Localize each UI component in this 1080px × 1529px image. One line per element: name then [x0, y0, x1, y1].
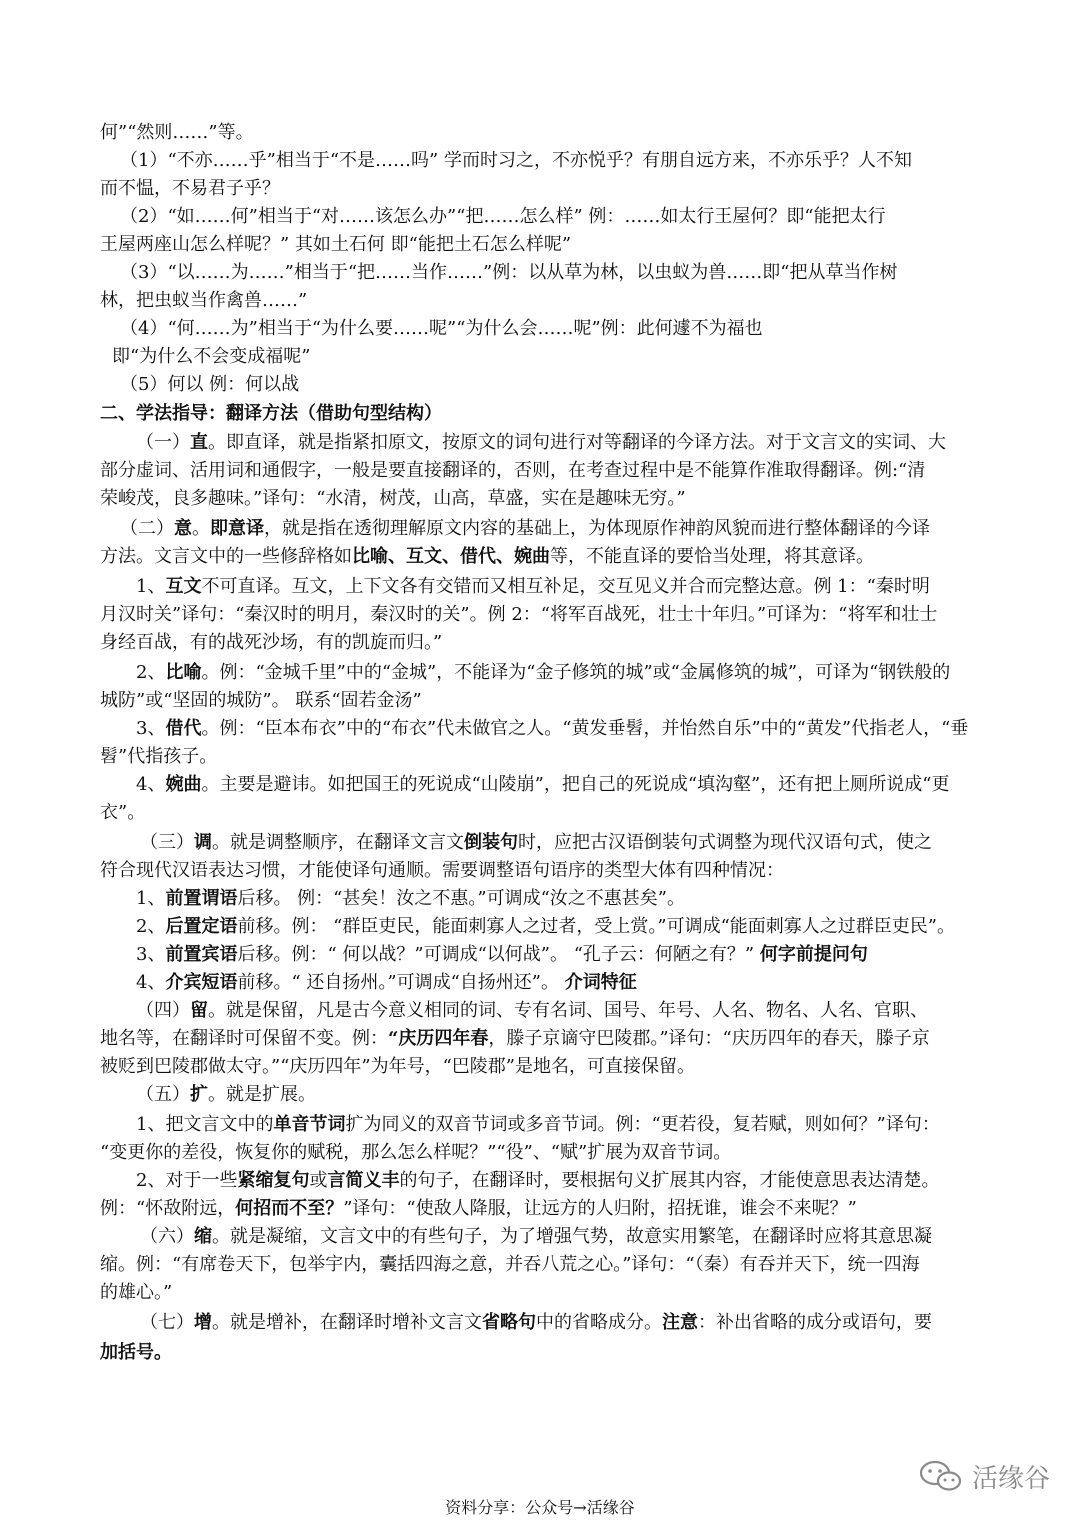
bold-text: 扩: [190, 1084, 208, 1105]
text-segment: （七）: [140, 1312, 194, 1333]
text-segment: 4、: [136, 972, 166, 993]
text-segment: ，就是指在透彻理解原文内容的基础上，为体现原作神韵风貌而进行整体翻译的今译: [264, 518, 930, 539]
text-segment: 。就是保留，凡是古今意义相同的词、专有名词、国号、年号、人名、物名、人名、官职、: [208, 1000, 928, 1021]
text-line: [100, 1278, 1000, 1308]
text-segment: ：补出省略的成分或语句，要: [698, 1312, 932, 1333]
text-line: [100, 1308, 1040, 1338]
text-line: [100, 514, 1020, 544]
text-segment: （4）“何……为”相当于“为什么要……呢”“为什么会……呢”例：此何遽不为福也: [120, 318, 763, 339]
text-segment: 荣峻茂，良多趣味。”译句：“水清，树茂，山高，草盛，实在是趣味无穷。”: [100, 488, 686, 509]
text-segment: 的句子，在翻译时，要根据句义扩展其内容，才能使意思表达清楚。: [399, 1170, 940, 1191]
text-segment: ，滕子京谪守巴陵郡。”译句：“庆历四年的春天，滕子京: [488, 1028, 930, 1049]
text-segment: 1、: [136, 576, 166, 597]
text-segment: 例：“怀敌附远，: [100, 1198, 236, 1219]
text-segment: 3、: [136, 718, 166, 739]
text-line: [100, 1250, 1000, 1280]
text-segment: （二）: [120, 518, 174, 539]
text-line: [100, 258, 1020, 288]
bold-text: 何招而不至？: [235, 1198, 344, 1219]
text-segment: 。就是调整顺序，在翻译文言文: [212, 832, 464, 853]
text-segment: 。例：“金城千里”中的“金城”，不能译为“金子修筑的城”或“金属修筑的城”，可译为“钢铁般的: [201, 662, 951, 683]
text-segment: 中的省略成分。: [536, 1312, 662, 1333]
text-segment: （一）: [136, 432, 190, 453]
bold-text: 二、学法指导：翻译方法（借助句型结构）: [100, 403, 442, 424]
watermark: [918, 1456, 1050, 1496]
text-line: [100, 428, 1036, 458]
text-segment: 后移。例：“ 何以战？”可调成“以何战”。 “孔子云：何陋之有？”: [237, 944, 760, 965]
text-segment: 王屋两座山怎么样呢？” 其如土石何 即“能把土石怎么样呢”: [100, 234, 572, 255]
text-line: [100, 484, 1000, 514]
text-line: [100, 996, 1036, 1026]
text-segment: 前移。例： “群臣吏民，能面刺寡人之过者，受上赏。”可调成“能面刺寡人之过群臣吏民”。: [237, 916, 955, 937]
bold-text: 前置宾语: [165, 944, 238, 965]
text-segment: 身经百战，有的战死沙场，有的凯旋而归。”: [100, 632, 443, 653]
bold-text: 即意译: [210, 518, 264, 539]
text-segment: 何”“然则……”等。: [100, 122, 254, 143]
text-line: [100, 1222, 1040, 1252]
bold-text: 前置谓语: [165, 888, 238, 909]
text-line: [100, 1138, 1000, 1168]
text-segment: （5）何以 例：何以战: [120, 374, 300, 395]
bold-text: 单音节词: [273, 1114, 346, 1135]
text-line: [100, 1052, 1000, 1082]
text-segment: 。主要是避讳。如把国王的死说成“山陵崩”，把自己的死说成“填沟壑”，还有把上厕所说成“更: [201, 774, 950, 795]
bold-text: 借代: [165, 718, 202, 739]
text-line: [100, 370, 1020, 400]
text-segment: （1）“不亦……乎”相当于“不是……吗” 学而时习之，不亦悦乎？有朋自远方来，不亦乐乎？人不知: [120, 150, 912, 171]
bold-text: 比喻: [165, 662, 202, 683]
bold-text: 意: [174, 518, 192, 539]
text-segment: 。就是扩展。: [208, 1084, 316, 1105]
text-segment: 即“为什么不会变成福呢”: [112, 346, 311, 367]
text-line: [100, 912, 1036, 942]
text-segment: 时，应把古汉语倒装句式调整为现代汉语句式，使之: [518, 832, 932, 853]
text-segment: 或: [309, 1170, 328, 1191]
text-segment: 被贬到巴陵郡做太守。”“庆历四年”为年号，“巴陵郡”是地名，可直接保留。: [100, 1056, 696, 1077]
text-line: [100, 798, 1000, 828]
text-segment: 。就是凝缩，文言文中的有些句子，为了增强气势，故意实用繁笔，在翻译时应将其意思凝: [212, 1226, 932, 1247]
text-segment: 林，把虫蚁当作禽兽……”: [100, 290, 308, 311]
text-line: [100, 1166, 1036, 1196]
text-segment: （三）: [140, 832, 194, 853]
bold-text: 留: [190, 1000, 208, 1021]
text-segment: 不可直译。互文，上下文各有交错而又相互补足，交互见义并合而完整达意。例 1：“秦时明: [201, 576, 930, 597]
text-line: [100, 1024, 1000, 1054]
text-line: [100, 314, 1020, 344]
text-segment: 1、: [136, 888, 166, 909]
bold-text: “庆历四年春: [388, 1028, 489, 1049]
text-line: [100, 286, 1000, 316]
text-segment: 城防”或“坚固的城防”。 联系“固若金汤”: [100, 690, 422, 711]
text-segment: 3、: [136, 944, 166, 965]
text-segment: 缩。例：“有席卷天下，包举宇内，囊括四海之意，并吞八荒之心。”译句：“（秦）有吞并天下，统一四海: [100, 1254, 920, 1275]
text-segment: 的雄心。”: [100, 1282, 173, 1303]
text-segment: 方法。文言文中的一些修辞格如: [100, 546, 352, 567]
wechat-icon: [918, 1459, 964, 1493]
bold-text: 倒装句: [464, 832, 518, 853]
text-line: [100, 600, 1000, 630]
text-segment: 地名等，在翻译时可保留不变。例：: [100, 1028, 388, 1049]
text-segment: 2、: [136, 662, 166, 683]
bold-text: 紧缩复句: [237, 1170, 310, 1191]
text-segment: 。即直译，就是指紧扣原文，按原文的词句进行对等翻译的今译方法。对于文言文的实词、大: [208, 432, 946, 453]
watermark-text: 活缘谷: [972, 1463, 1051, 1494]
bold-text: 互文: [165, 576, 202, 597]
bold-text: 比喻、互文、借代、婉曲: [352, 546, 550, 567]
text-segment: （2）“如……何”相当于“对……该怎么办”“把……怎么样” 例：……如太行王屋何？即“能把太行: [120, 206, 886, 227]
text-line: [100, 884, 1036, 914]
bold-text: 缩: [194, 1226, 212, 1247]
text-segment: ”译句：“使敌人降服，让远方的人归附，招抚谁，谁会不来呢？”: [343, 1198, 857, 1219]
text-line: [100, 542, 1000, 572]
bold-text: 调: [194, 832, 212, 853]
text-segment: 前移。“ 还自扬州。”可调成“自扬州还”。: [237, 972, 565, 993]
text-segment: （四）: [136, 1000, 190, 1021]
text-line: [100, 686, 1000, 716]
bold-text: 注意: [662, 1312, 698, 1333]
bold-text: 介宾短语: [165, 972, 238, 993]
text-line: [100, 1338, 1000, 1368]
bold-text: 介词特征: [564, 972, 637, 993]
bold-text: 直: [190, 432, 208, 453]
footer-text: 资料分享：公众号→活缘谷: [445, 1498, 635, 1517]
text-segment: 。例：“臣本布衣”中的“布衣”代未做官之人。“黄发垂髫，并怡然自乐”中的“黄发”代指老人，“垂: [201, 718, 969, 739]
bold-text: 婉曲: [165, 774, 202, 795]
text-segment: 而不愠，不易君子乎？: [100, 178, 280, 199]
text-segment: 2、: [136, 916, 166, 937]
text-line: [100, 770, 1036, 800]
text-line: [100, 940, 1036, 970]
text-line: [100, 456, 1000, 486]
text-line: [100, 1194, 1000, 1224]
text-segment: “变更你的差役，恢复你的赋税，那么怎么样呢？”“役”、“赋”扩展为双音节词。: [100, 1142, 732, 1163]
bold-text: 增: [194, 1312, 212, 1333]
text-line: [100, 968, 1036, 998]
text-line: [100, 146, 1020, 176]
text-segment: 后移。 例：“甚矣！汝之不惠。”可调成“汝之不惠甚矣”。: [237, 888, 685, 909]
text-line: [100, 742, 1000, 772]
text-line: [100, 202, 1020, 232]
text-segment: 2、对于一些: [136, 1170, 238, 1191]
text-segment: 等，不能直译的要恰当处理，将其意译。: [550, 546, 874, 567]
text-line: [100, 342, 1012, 372]
bold-text: 后置定语: [165, 916, 238, 937]
text-segment: 扩为同义的双音节词或多音节词。例：“更若役，复若赋，则如何？”译句：: [345, 1114, 940, 1135]
text-line: [100, 1080, 1036, 1110]
text-line: [100, 399, 1000, 429]
text-line: [100, 572, 1036, 602]
text-line: [100, 828, 1040, 858]
text-segment: 。: [192, 518, 210, 539]
text-segment: 月汉时关”译句：“秦汉时的明月，秦汉时的关”。例 2：“将军百战死，壮士十年归。”可译为：“将军和壮士: [100, 604, 938, 625]
text-segment: 1、把文言文中的: [136, 1114, 274, 1135]
text-line: [100, 118, 1000, 148]
text-line: [100, 230, 1000, 260]
text-segment: 髫”代指孩子。: [100, 746, 218, 767]
text-line: [100, 1110, 1036, 1140]
text-line: [100, 658, 1036, 688]
text-segment: 。就是增补，在翻译时增补文言文: [212, 1312, 482, 1333]
text-segment: 部分虚词、活用词和通假字，一般是要直接翻译的，否则，在考查过程中是不能算作准取得翻译。例:“清: [100, 460, 926, 481]
bold-text: 加括号。: [100, 1342, 172, 1363]
text-line: [100, 856, 1000, 886]
text-segment: （六）: [140, 1226, 194, 1247]
text-line: [100, 714, 1036, 744]
text-line: [100, 174, 1000, 204]
bold-text: 言简义丰: [327, 1170, 400, 1191]
text-segment: （五）: [136, 1084, 190, 1105]
text-segment: 4、: [136, 774, 166, 795]
bold-text: 何字前提问句: [759, 944, 868, 965]
page-footer: [0, 1496, 1080, 1520]
text-segment: （3）“以……为……”相当于“把……当作……”例：以从草为林，以虫蚁为兽……即“把从草当作树: [120, 262, 898, 283]
text-line: [100, 628, 1000, 658]
text-segment: 衣”。: [100, 802, 146, 823]
bold-text: 省略句: [482, 1312, 536, 1333]
text-segment: 符合现代汉语表达习惯，才能使译句通顺。需要调整语句语序的类型大体有四种情况：: [100, 860, 784, 881]
